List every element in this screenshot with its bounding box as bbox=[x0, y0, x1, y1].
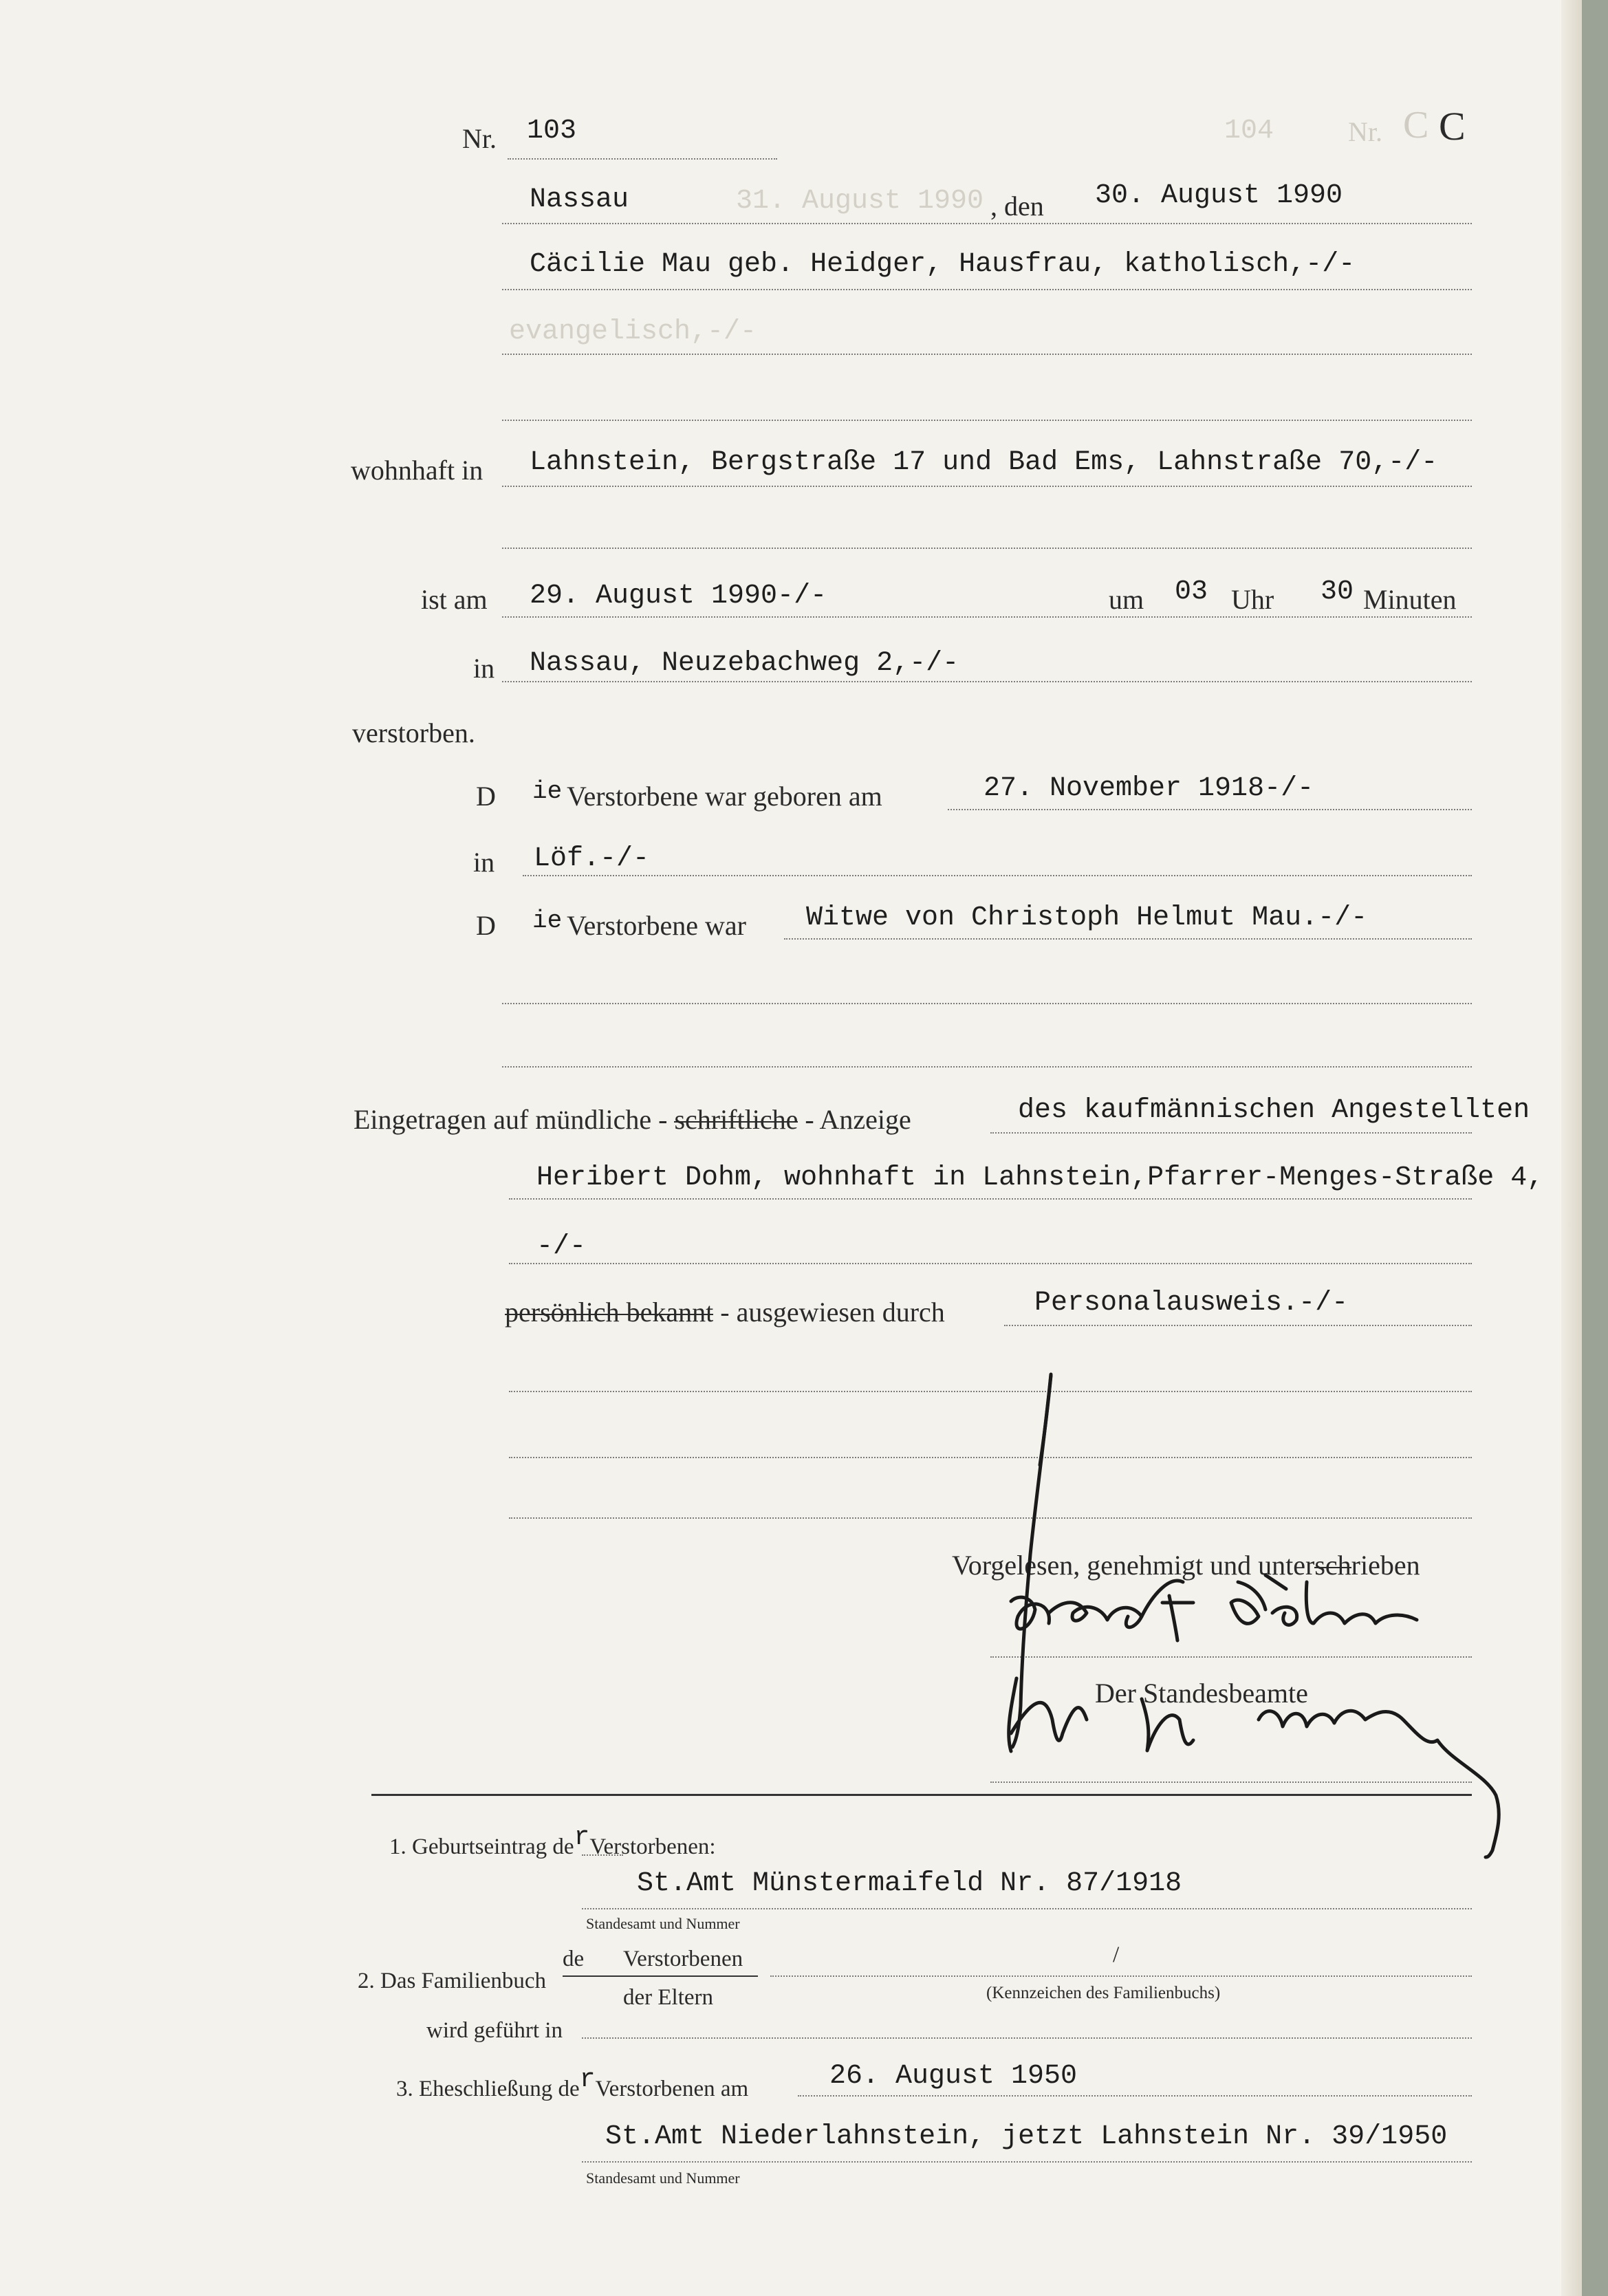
ghost-letter: C bbox=[1403, 104, 1429, 147]
um-label: um bbox=[1109, 584, 1144, 615]
f2-eltern: der Eltern bbox=[623, 1985, 714, 2010]
death-date: 29. August 1990-/- bbox=[530, 581, 827, 611]
date-value: 30. August 1990 bbox=[1095, 180, 1343, 211]
f3-label bbox=[396, 2065, 749, 2104]
death-in-label: in bbox=[473, 653, 495, 684]
f2-familienbuch-line bbox=[770, 1975, 1472, 1977]
residence-label: wohnhaft in bbox=[351, 455, 484, 486]
status-ie: ie bbox=[532, 907, 563, 935]
residence-value: Lahnstein, Bergstraße 17 und Bad Ems, Lahnstraße 70,-/- bbox=[530, 447, 1438, 478]
f3-date-line bbox=[798, 2095, 1472, 2097]
death-minutes: 30 bbox=[1321, 576, 1354, 607]
f1-label-a: 1. Geburtseintrag de bbox=[389, 1834, 574, 1859]
f3-date: 26. August 1950 bbox=[829, 2061, 1078, 2092]
f2-gefuehrt: wird geführt in bbox=[426, 2018, 563, 2043]
vorgelesen-text-a: Vorgelesen, genehmigt und unter bbox=[952, 1550, 1315, 1581]
footer-separator bbox=[371, 1794, 1472, 1796]
birth-date: 27. November 1918-/- bbox=[984, 773, 1314, 804]
death-place: Nassau, Neuzebachweg 2,-/- bbox=[530, 648, 959, 679]
eingetragen-text: Eingetragen auf mündliche - bbox=[354, 1104, 668, 1135]
f2-verstorbenen: Verstorbenen bbox=[623, 1947, 743, 1971]
deceased-name: Cäcilie Mau geb. Heidger, Hausfrau, katholisch,-/- bbox=[530, 249, 1356, 280]
ghost-date: 31. August 1990 bbox=[736, 186, 984, 217]
birth-in-label: in bbox=[473, 847, 495, 878]
status-value: Witwe von Christoph Helmut Mau.-/- bbox=[806, 902, 1368, 933]
nr-value: 103 bbox=[527, 116, 577, 147]
f3-value-line bbox=[582, 2161, 1472, 2163]
informant-line-1: des kaufmännischen Angestellten bbox=[1018, 1095, 1530, 1126]
f1-label-b: Verstorbenen: bbox=[589, 1834, 716, 1859]
vorgelesen-struck: sch bbox=[1314, 1550, 1351, 1581]
f1-value: St.Amt Münstermaifeld Nr. 87/1918 bbox=[637, 1868, 1182, 1899]
f1-value-line bbox=[582, 1908, 1472, 1909]
id-document: Personalausweis.-/- bbox=[1034, 1288, 1349, 1319]
schriftliche-struck: schriftliche bbox=[674, 1104, 798, 1135]
birth-place: Löf.-/- bbox=[534, 843, 650, 874]
ausgewiesen-text: - ausgewiesen durch bbox=[720, 1297, 945, 1328]
informant-signature-last bbox=[1231, 1582, 1265, 1623]
standesbeamte-label: Der Standesbeamte bbox=[1095, 1678, 1308, 1709]
f3-caption: Standesamt und Nummer bbox=[586, 2169, 740, 2187]
minuten-label: Minuten bbox=[1363, 584, 1457, 615]
den-label: , den bbox=[990, 191, 1044, 221]
f3-label-b: Verstorbenen am bbox=[595, 2077, 749, 2101]
f1-caption: Standesamt und Nummer bbox=[586, 1915, 740, 1932]
ghost-nr-value: 104 bbox=[1224, 116, 1274, 147]
f3-label-a: 3. Eheschließung de bbox=[396, 2077, 580, 2101]
death-hour: 03 bbox=[1175, 576, 1208, 607]
f1-de-line bbox=[582, 1854, 623, 1856]
f2-de: de bbox=[563, 1947, 585, 1971]
place-value: Nassau bbox=[530, 184, 629, 215]
anzeige-text: - Anzeige bbox=[805, 1104, 911, 1135]
ghost-nr-label: Nr. bbox=[1348, 116, 1382, 147]
ghost-line: evangelisch,-/- bbox=[509, 316, 757, 347]
f1-r: r bbox=[574, 1823, 590, 1852]
born-prefix: D bbox=[476, 781, 496, 812]
status-prefix: D bbox=[476, 910, 496, 941]
verstorben-label: verstorben. bbox=[352, 717, 475, 748]
bekannt-struck: persönlich bekannt bbox=[505, 1297, 714, 1328]
f2-kennzeichen: (Kennzeichen des Familienbuchs) bbox=[986, 1984, 1221, 2002]
f3-value: St.Amt Niederlahnstein, jetzt Lahnstein Nr. 39/1950 bbox=[605, 2121, 1448, 2152]
informant-line-2: Heribert Dohm, wohnhaft in Lahnstein,Pfarrer-Menges-Straße 4, bbox=[536, 1162, 1544, 1193]
nr-label: Nr. bbox=[462, 123, 497, 154]
f3-r: r bbox=[579, 2065, 596, 2094]
f2-gefuehrt-line bbox=[582, 2037, 1472, 2039]
uhr-label: Uhr bbox=[1231, 584, 1274, 615]
f2-fraction-bar bbox=[563, 1975, 758, 1977]
status-label: Verstorbene war bbox=[567, 910, 746, 941]
informant-line-3: -/- bbox=[536, 1231, 587, 1262]
died-label: ist am bbox=[421, 584, 488, 615]
born-label: Verstorbene war geboren am bbox=[567, 781, 882, 812]
f1-label bbox=[389, 1823, 716, 1862]
vorgelesen-text-b: rieben bbox=[1351, 1550, 1420, 1581]
informant-signature-first bbox=[1011, 1597, 1142, 1629]
born-ie: ie bbox=[532, 777, 563, 805]
corner-letter: C bbox=[1439, 104, 1466, 149]
f2-slash: / bbox=[1113, 1942, 1120, 1967]
f2-label: 2. Das Familienbuch bbox=[358, 1969, 547, 1993]
